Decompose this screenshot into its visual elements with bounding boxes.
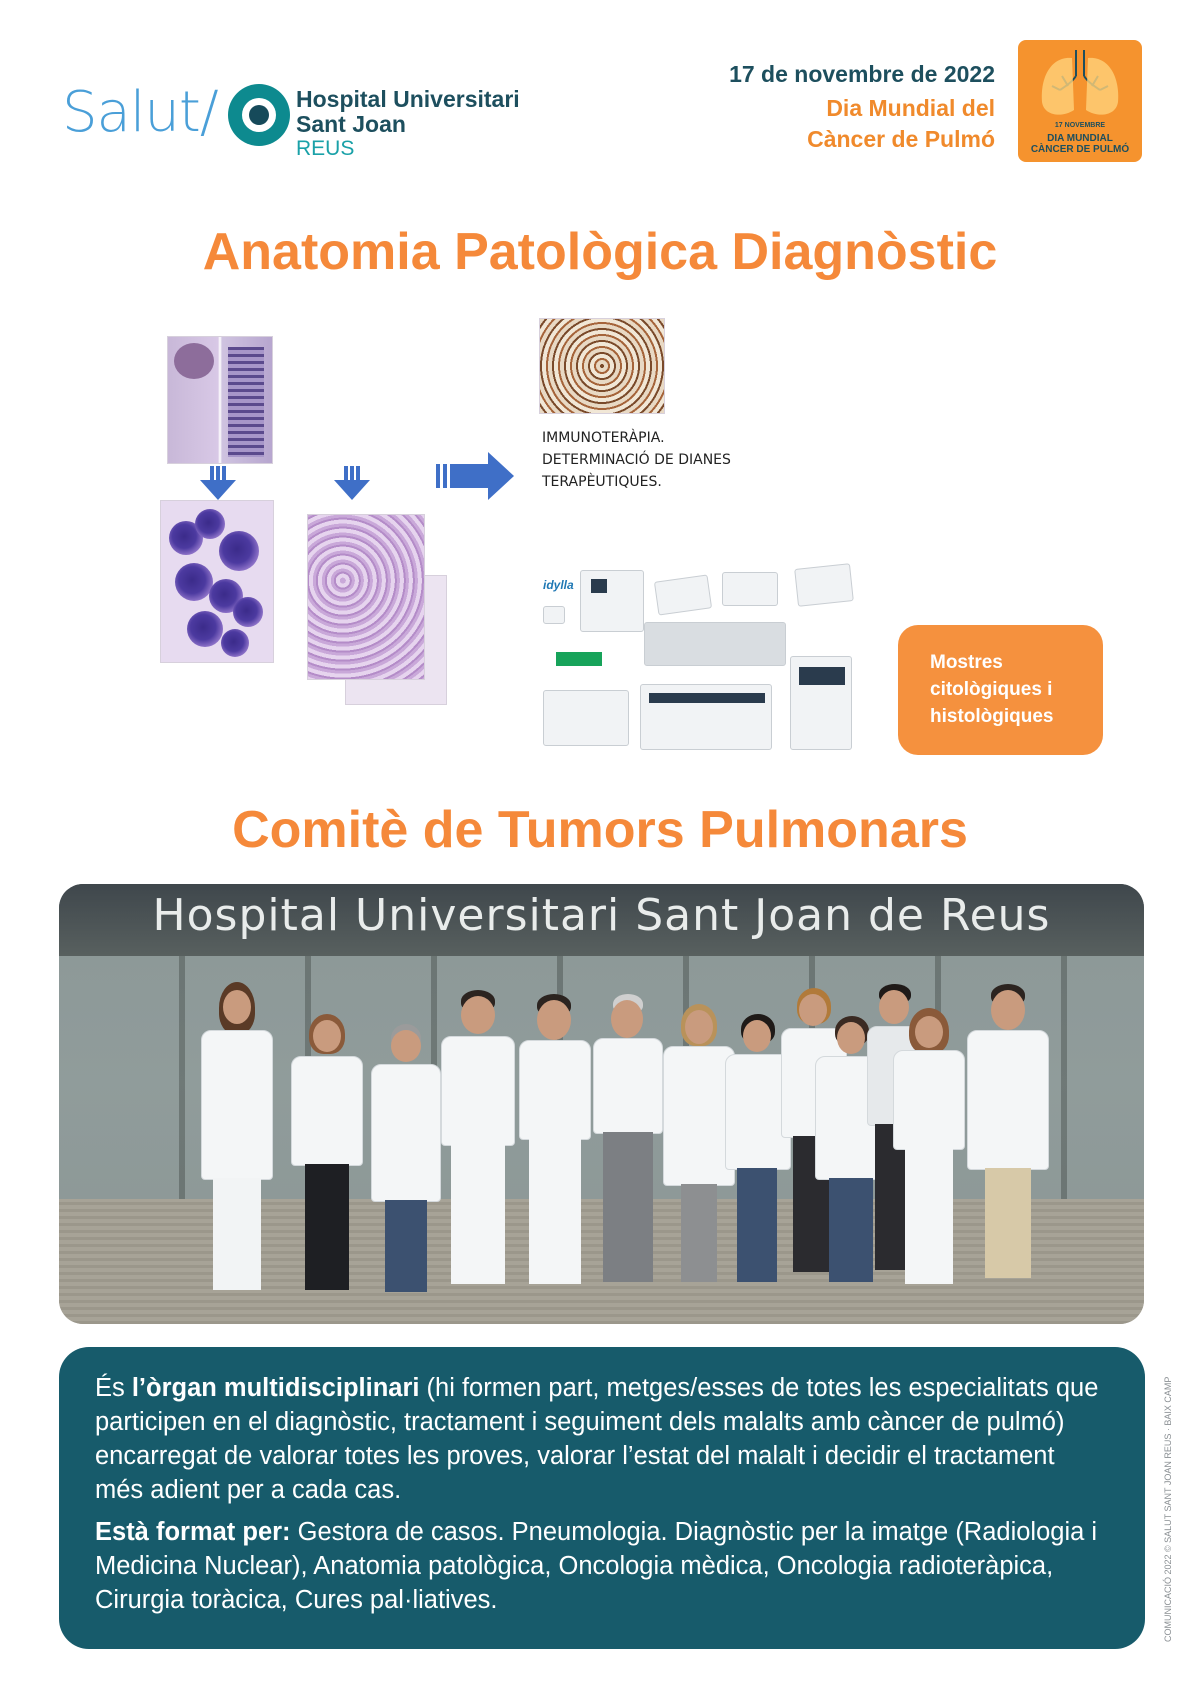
- lab-instrument: [640, 684, 772, 750]
- immuno-line1: IMMUNOTERÀPIA.: [542, 430, 665, 446]
- team-member: [589, 994, 667, 1286]
- badge-text-line2: CÀNCER DE PULMÓ: [1030, 144, 1130, 155]
- event-name-line1: Dia Mundial del: [826, 95, 995, 121]
- team-member: [197, 982, 277, 1292]
- lab-cartridge: [794, 563, 854, 607]
- side-credit: COMUNICACIÓ 2022 © SALUT SANT JOAN REUS · BAIX CAMP: [1163, 1376, 1173, 1642]
- lab-instrument: [790, 656, 852, 750]
- badge-text-date: 17 NOVEMBRE: [1054, 122, 1106, 129]
- samples-callout: [898, 625, 1103, 755]
- lab-cartridge: [654, 574, 712, 615]
- hospital-logo-icon: [228, 84, 290, 146]
- section-title-committee: Comitè de Tumors Pulmonars: [232, 801, 968, 859]
- lab-instrument: [543, 606, 565, 624]
- green-label: [556, 652, 602, 666]
- event-date: 17 de novembre de 2022: [729, 61, 995, 87]
- team-member: [961, 984, 1053, 1284]
- arrow-down-icon: [332, 466, 372, 502]
- arrow-right-icon: [436, 450, 516, 502]
- hospital-name-line3: REUS: [296, 137, 355, 160]
- immuno-line3: TERAPÈUTIQUES.: [542, 474, 662, 490]
- lab-cartridge: [543, 690, 629, 746]
- team-photo: [59, 884, 1144, 1324]
- info-p1-pre: És: [95, 1374, 132, 1402]
- lab-cartridge: [722, 572, 778, 606]
- slide-image: [167, 336, 273, 464]
- info-p1-rest: (hi formen part, metges/esses de totes les especialitats que participen en el diagnòstic, tractament i seguiment dels malalts amb càncer de pulmó) encarregat de valorar totes les proves, valorar l’estat del malalt i decidir el tractament més adient per a cada cas.: [95, 1374, 1099, 1504]
- section-title-pathology: Anatomia Patològica Diagnòstic: [202, 223, 998, 281]
- lab-instrument: [580, 570, 644, 632]
- idylla-logo: idylla: [543, 578, 574, 592]
- event-name-line2: Càncer de Pulmó: [807, 126, 995, 152]
- immunohistochemistry-image: [539, 318, 665, 414]
- team-member: [515, 994, 595, 1289]
- callout-line1: Mostres: [930, 652, 1003, 673]
- team-member: [889, 1008, 969, 1288]
- histology-image: [307, 514, 425, 680]
- hospital-name-line2: Sant Joan: [296, 111, 406, 137]
- arrow-down-icon: [198, 466, 238, 502]
- info-p1-bold: l’òrgan multidisciplinari: [131, 1374, 420, 1402]
- event-badge: [1018, 40, 1142, 162]
- lab-instrument: [644, 622, 786, 666]
- badge-text-line1: DIA MUNDIAL: [1047, 133, 1113, 144]
- cytology-image: [160, 500, 274, 663]
- team-member: [437, 990, 519, 1290]
- info-p2-rest: Gestora de casos. Pneumologia. Diagnòstic per la imatge (Radiologia i Medicina Nuclear), Anatomia patològica, Oncologia mèdica, Oncologia radioteràpica, Cirurgia toràcica, Cures pal·liatives.: [95, 1518, 1098, 1614]
- team-member: [289, 1014, 365, 1294]
- salut-logo: Salut/: [62, 80, 218, 145]
- info-paragraph-2: [95, 1515, 1105, 1617]
- team-member: [369, 1024, 443, 1294]
- lungs-icon: [1032, 46, 1128, 122]
- immunotherapy-caption: [542, 427, 731, 493]
- hospital-name-line1: Hospital Universitari: [296, 86, 520, 112]
- committee-info-box: [59, 1347, 1145, 1649]
- immuno-line2: DETERMINACIÓ DE DIANES: [542, 452, 731, 468]
- building-sign: Hospital Universitari Sant Joan de Reus: [152, 890, 1051, 941]
- info-p2-bold: Està format per:: [95, 1518, 291, 1546]
- info-paragraph-1: [95, 1371, 1105, 1507]
- callout-line2: citològiques i: [930, 679, 1053, 700]
- callout-line3: histològiques: [930, 706, 1054, 727]
